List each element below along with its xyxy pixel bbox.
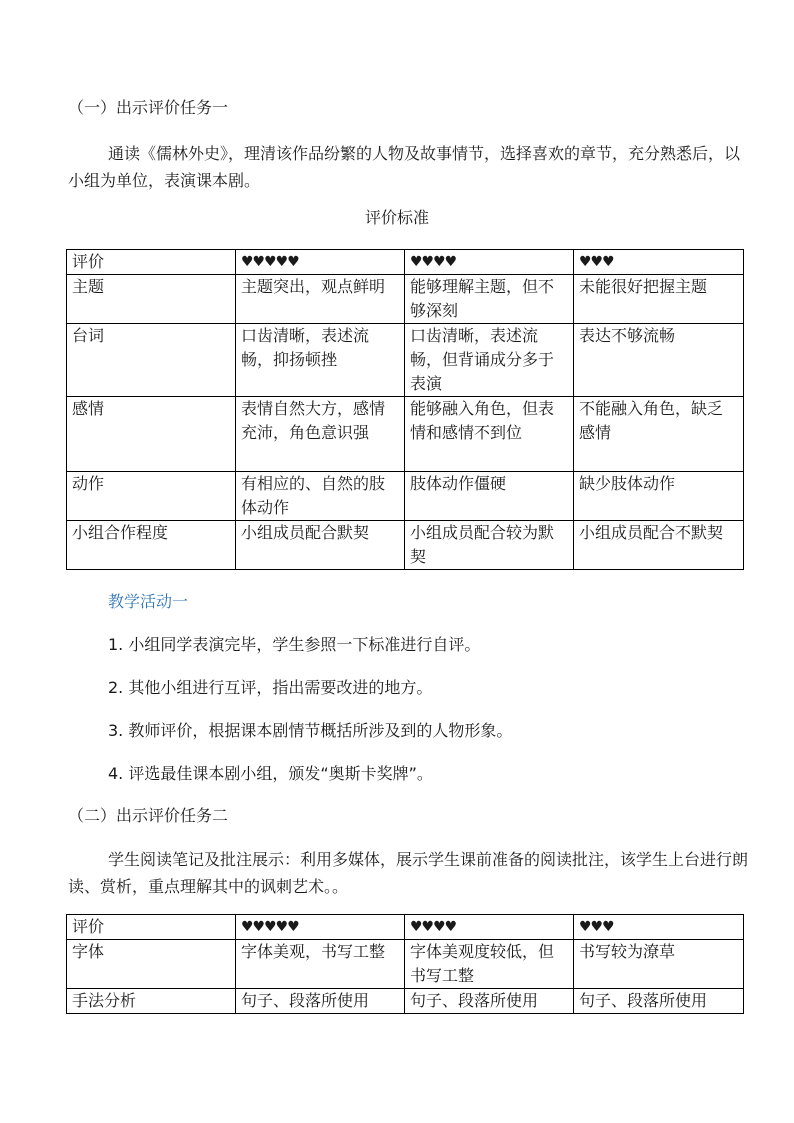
header-cell-5-hearts: ♥♥♥♥♥ <box>236 250 405 275</box>
table-cell: 手法分析 <box>67 989 236 1014</box>
table-row <box>67 940 744 989</box>
evaluation-table-1 <box>66 249 744 570</box>
table-cell: 口齿清晰，表述流畅，抑扬顿挫 <box>236 324 405 397</box>
table-cell: 主题突出，观点鲜明 <box>236 275 405 324</box>
table-cell: 不能融入角色，缺乏感情 <box>574 397 744 472</box>
section2-body: 学生阅读笔记及批注展示：利用多媒体，展示学生课前准备的阅读批注，该学生上台进行朗读、赏析，重点理解其中的讽刺艺术。。 <box>68 850 749 896</box>
table-cell: 缺少肢体动作 <box>574 472 744 521</box>
table-cell: 有相应的、自然的肢体动作 <box>236 472 405 521</box>
table-cell: 句子、段落所使用 <box>574 989 744 1014</box>
table1-title: 评价标准 <box>364 208 429 227</box>
table-row <box>67 521 744 570</box>
header-cell-4-hearts: ♥♥♥♥ <box>405 250 574 275</box>
table-cell: 小组成员配合不默契 <box>574 521 744 570</box>
table-cell: 表情自然大方，感情充沛，角色意识强 <box>236 397 405 472</box>
table-cell: 字体 <box>67 940 236 989</box>
table-cell: 口齿清晰，表述流畅，但背诵成分多于表演 <box>405 324 574 397</box>
header-cell: 评价 <box>67 250 236 275</box>
table-row <box>67 324 744 397</box>
header-cell-4-hearts: ♥♥♥♥ <box>405 915 574 940</box>
table-row <box>67 472 744 521</box>
header-cell-3-hearts: ♥♥♥ <box>574 915 744 940</box>
table-cell: 动作 <box>67 472 236 521</box>
evaluation-table-2 <box>66 914 744 1014</box>
table-cell: 字体美观，书写工整 <box>236 940 405 989</box>
table-cell: 能够理解主题，但不够深刻 <box>405 275 574 324</box>
table-cell: 肢体动作僵硬 <box>405 472 574 521</box>
table-cell: 小组合作程度 <box>67 521 236 570</box>
table-cell: 字体美观度较低，但书写工整 <box>405 940 574 989</box>
section2-heading: （二）出示评价任务二 <box>68 806 229 825</box>
activity-item: 1. 小组同学表演完毕，学生参照一下标准进行自评。 <box>108 635 481 654</box>
table-cell: 表达不够流畅 <box>574 324 744 397</box>
table-row <box>67 275 744 324</box>
table-cell: 句子、段落所使用 <box>405 989 574 1014</box>
table-row <box>67 397 744 472</box>
section1-body: 通读《儒林外史》，理清该作品纷繁的人物及故事情节，选择喜欢的章节，充分熟悉后，以小组为单位，表演课本剧。 <box>68 144 741 190</box>
header-cell: 评价 <box>67 915 236 940</box>
activity-item: 4. 评选最佳课本剧小组，颁发“奥斯卡奖牌”。 <box>108 764 433 783</box>
header-cell-5-hearts: ♥♥♥♥♥ <box>236 915 405 940</box>
table-cell: 小组成员配合默契 <box>236 521 405 570</box>
section1-heading: （一）出示评价任务一 <box>68 98 229 117</box>
table-header-row <box>67 915 744 940</box>
table-cell: 书写较为潦草 <box>574 940 744 989</box>
table-row <box>67 989 744 1014</box>
table-cell: 句子、段落所使用 <box>236 989 405 1014</box>
table-cell: 主题 <box>67 275 236 324</box>
table-cell: 台词 <box>67 324 236 397</box>
activity-item: 2. 其他小组进行互评，指出需要改进的地方。 <box>108 678 433 697</box>
table-cell: 未能很好把握主题 <box>574 275 744 324</box>
table-header-row <box>67 250 744 275</box>
activity-title: 教学活动一 <box>108 592 189 611</box>
activity-item: 3. 教师评价，根据课本剧情节概括所涉及到的人物形象。 <box>108 721 513 740</box>
table-cell: 感情 <box>67 397 236 472</box>
table-cell: 能够融入角色，但表情和感情不到位 <box>405 397 574 472</box>
header-cell-3-hearts: ♥♥♥ <box>574 250 744 275</box>
table-cell: 小组成员配合较为默契 <box>405 521 574 570</box>
